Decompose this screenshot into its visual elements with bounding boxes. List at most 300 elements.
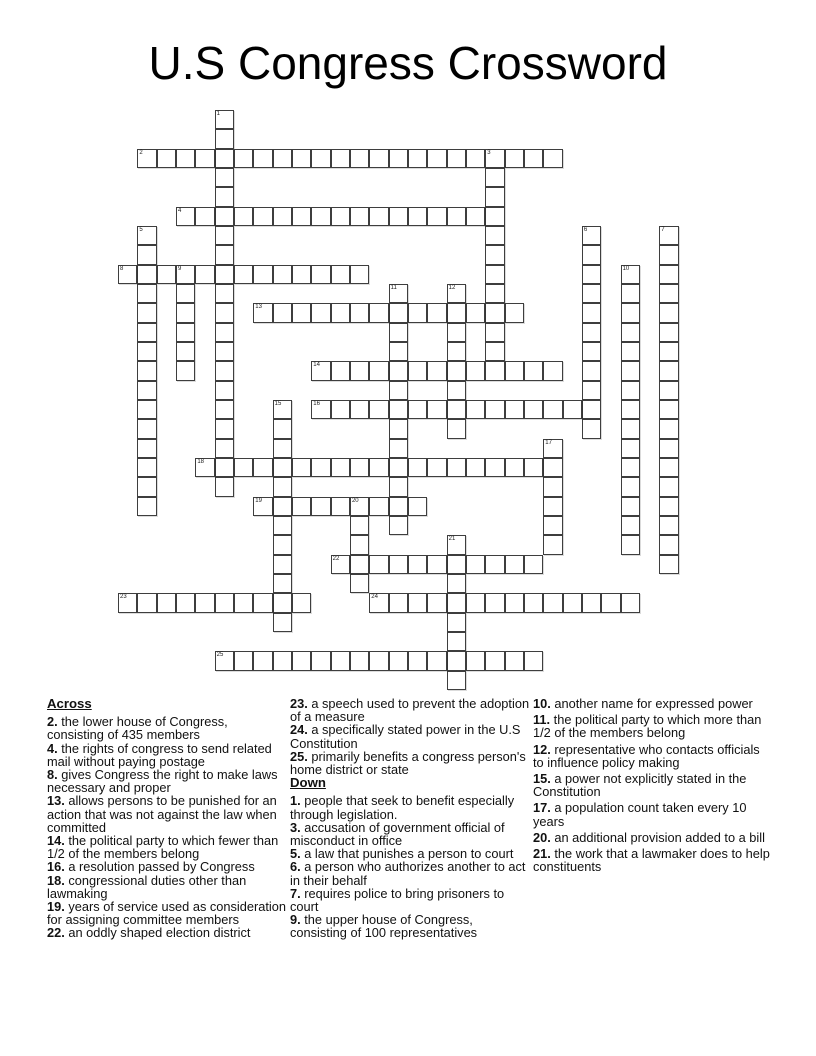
clue-number: 9. xyxy=(290,912,301,928)
grid-cell xyxy=(273,651,292,670)
clue-item-5: 5. a law that punishes a person to court xyxy=(290,846,514,862)
grid-cell xyxy=(601,593,620,612)
grid-cell xyxy=(215,187,234,206)
grid-cell xyxy=(215,129,234,148)
grid-cell xyxy=(389,458,408,477)
grid-cell xyxy=(408,400,427,419)
grid-cell xyxy=(447,613,466,632)
grid-cell xyxy=(176,284,195,303)
grid-cell xyxy=(485,226,504,245)
grid-cell xyxy=(447,381,466,400)
grid-cell xyxy=(137,361,156,380)
clue-number: 20. xyxy=(533,829,551,845)
grid-cell xyxy=(524,400,543,419)
grid-cell xyxy=(582,419,601,438)
grid-cell xyxy=(273,265,292,284)
grid-cell xyxy=(215,323,234,342)
grid-cell xyxy=(408,593,427,612)
grid-cell xyxy=(447,419,466,438)
grid-cell xyxy=(234,265,253,284)
grid-cell xyxy=(485,245,504,264)
clue-item-7: 7. requires police to bring prisoners to court xyxy=(290,885,505,915)
clue-number: 16. xyxy=(47,859,65,875)
grid-cell xyxy=(447,671,466,690)
grid-cell xyxy=(118,265,137,284)
grid-cell xyxy=(369,400,388,419)
grid-cell xyxy=(176,323,195,342)
grid-cell xyxy=(621,458,640,477)
grid-cell xyxy=(137,226,156,245)
grid-cell xyxy=(524,149,543,168)
grid-cell xyxy=(582,400,601,419)
cell-number: 15 xyxy=(274,400,282,407)
grid-cell xyxy=(505,303,524,322)
grid-cell xyxy=(253,207,272,226)
grid-cell xyxy=(659,342,678,361)
grid-cell xyxy=(137,265,156,284)
clue-number: 21. xyxy=(533,846,551,862)
grid-cell xyxy=(350,535,369,554)
grid-cell xyxy=(447,207,466,226)
grid-cell xyxy=(331,303,350,322)
grid-cell xyxy=(621,593,640,612)
grid-cell xyxy=(273,303,292,322)
grid-cell xyxy=(621,342,640,361)
grid-cell xyxy=(408,497,427,516)
grid-cell xyxy=(292,207,311,226)
grid-cell xyxy=(659,477,678,496)
clue-number: 22. xyxy=(47,925,65,941)
grid-cell xyxy=(543,400,562,419)
cell-number: 18 xyxy=(197,458,204,465)
grid-cell xyxy=(195,207,214,226)
grid-cell xyxy=(157,265,176,284)
grid-cell xyxy=(389,439,408,458)
grid-cell xyxy=(176,265,195,284)
grid-cell xyxy=(350,458,369,477)
grid-cell xyxy=(524,555,543,574)
clue-number: 14. xyxy=(47,833,65,849)
grid-cell xyxy=(582,226,601,245)
grid-cell xyxy=(311,149,330,168)
cell-number: 6 xyxy=(583,226,588,233)
grid-cell xyxy=(253,265,272,284)
grid-cell xyxy=(234,458,253,477)
grid-cell xyxy=(137,323,156,342)
clue-item-17: 17. a population count taken every 10 years xyxy=(533,800,747,829)
grid-cell xyxy=(447,574,466,593)
cell-number: 3 xyxy=(487,149,491,156)
grid-cell xyxy=(621,284,640,303)
grid-cell xyxy=(524,361,543,380)
grid-cell xyxy=(350,149,369,168)
grid-cell xyxy=(331,651,350,670)
grid-cell xyxy=(447,535,466,554)
grid-cell xyxy=(215,593,234,612)
grid-cell xyxy=(466,400,485,419)
grid-cell xyxy=(273,207,292,226)
grid-cell xyxy=(369,497,388,516)
grid-cell xyxy=(311,303,330,322)
cell-number: 24 xyxy=(371,594,378,601)
grid-cell xyxy=(408,361,427,380)
clue-item-19: 19. years of service used as consideration for assigning committee members xyxy=(47,899,287,928)
grid-cell xyxy=(563,400,582,419)
cell-number: 21 xyxy=(448,536,456,543)
grid-cell xyxy=(389,400,408,419)
clue-item-15: 15. a power not explicitly stated in the Constitution xyxy=(533,771,747,800)
grid-cell xyxy=(524,593,543,612)
grid-cell xyxy=(485,265,504,284)
grid-cell xyxy=(659,284,678,303)
grid-cell xyxy=(331,400,350,419)
grid-cell xyxy=(524,651,543,670)
grid-cell xyxy=(427,651,446,670)
grid-cell xyxy=(215,284,234,303)
grid-cell xyxy=(485,593,504,612)
clues-down-heading: Down xyxy=(290,775,326,791)
clue-number: 11. xyxy=(533,712,551,728)
grid-cell xyxy=(582,265,601,284)
grid-cell xyxy=(215,149,234,168)
grid-cell xyxy=(485,207,504,226)
grid-cell xyxy=(369,361,388,380)
grid-cell xyxy=(485,323,504,342)
grid-cell xyxy=(350,361,369,380)
clue-item-22: 22. an oddly shaped election district xyxy=(47,925,251,941)
grid-cell xyxy=(659,419,678,438)
grid-cell xyxy=(621,400,640,419)
grid-cell xyxy=(137,497,156,516)
grid-cell xyxy=(389,207,408,226)
grid-cell xyxy=(659,323,678,342)
grid-cell xyxy=(389,361,408,380)
grid-cell xyxy=(292,593,311,612)
grid-cell xyxy=(485,458,504,477)
clue-number: 10. xyxy=(533,696,551,711)
grid-cell xyxy=(389,497,408,516)
grid-cell xyxy=(485,555,504,574)
grid-cell xyxy=(505,361,524,380)
grid-cell xyxy=(195,458,214,477)
grid-cell xyxy=(273,613,292,632)
grid-cell xyxy=(350,265,369,284)
grid-cell xyxy=(176,361,195,380)
grid-cell xyxy=(466,651,485,670)
grid-cell xyxy=(659,458,678,477)
grid-cell xyxy=(331,458,350,477)
grid-cell xyxy=(447,149,466,168)
grid-cell xyxy=(659,516,678,535)
grid-cell xyxy=(505,400,524,419)
grid-cell xyxy=(447,303,466,322)
grid-cell xyxy=(485,342,504,361)
grid-cell xyxy=(137,419,156,438)
grid-cell xyxy=(621,361,640,380)
clue-item-13: 13. allows persons to be punished for an action that was not against the law when committed xyxy=(47,793,277,835)
grid-cell xyxy=(389,419,408,438)
grid-cell xyxy=(563,593,582,612)
grid-cell xyxy=(273,400,292,419)
cell-number: 19 xyxy=(255,497,262,504)
grid-cell xyxy=(389,651,408,670)
grid-cell xyxy=(176,342,195,361)
grid-cell xyxy=(582,342,601,361)
grid-cell xyxy=(253,149,272,168)
cell-number: 8 xyxy=(120,265,124,272)
grid-cell xyxy=(389,516,408,535)
grid-cell xyxy=(447,400,466,419)
grid-cell xyxy=(408,303,427,322)
grid-cell xyxy=(427,149,446,168)
clue-number: 13. xyxy=(47,793,65,809)
grid-cell xyxy=(389,477,408,496)
clue-number: 12. xyxy=(533,741,551,757)
grid-cell xyxy=(369,303,388,322)
grid-cell xyxy=(137,593,156,612)
grid-cell xyxy=(292,303,311,322)
grid-cell xyxy=(176,207,195,226)
clue-number: 1. xyxy=(290,793,301,809)
cell-number: 17 xyxy=(545,439,552,446)
grid-cell xyxy=(137,400,156,419)
clue-number: 23. xyxy=(290,696,308,711)
clue-number: 5. xyxy=(290,846,301,862)
cell-number: 13 xyxy=(255,304,262,311)
grid-cell xyxy=(215,245,234,264)
grid-cell xyxy=(369,593,388,612)
grid-cell xyxy=(505,555,524,574)
grid-cell xyxy=(273,458,292,477)
grid-cell xyxy=(447,361,466,380)
clue-column-3 xyxy=(533,697,773,876)
grid-cell xyxy=(215,342,234,361)
grid-cell xyxy=(137,439,156,458)
grid-cell xyxy=(311,361,330,380)
grid-cell xyxy=(331,265,350,284)
grid-cell xyxy=(331,149,350,168)
grid-cell xyxy=(369,458,388,477)
cell-number: 12 xyxy=(448,284,456,291)
grid-cell xyxy=(505,651,524,670)
grid-cell xyxy=(234,207,253,226)
grid-cell xyxy=(137,303,156,322)
grid-cell xyxy=(350,400,369,419)
grid-cell xyxy=(505,593,524,612)
grid-cell xyxy=(543,497,562,516)
grid-cell xyxy=(389,303,408,322)
clue-item-4: 4. the rights of congress to send related mail without paying postage xyxy=(47,740,272,769)
grid-cell xyxy=(253,651,272,670)
grid-cell xyxy=(389,593,408,612)
grid-cell xyxy=(137,477,156,496)
grid-cell xyxy=(582,284,601,303)
grid-cell xyxy=(659,361,678,380)
grid-cell xyxy=(659,555,678,574)
grid-cell xyxy=(447,555,466,574)
clue-item-10: 10. another name for expressed power xyxy=(533,696,753,711)
grid-cell xyxy=(350,574,369,593)
cell-number: 25 xyxy=(216,652,224,659)
grid-cell xyxy=(215,439,234,458)
grid-cell xyxy=(447,323,466,342)
grid-cell xyxy=(408,207,427,226)
grid-cell xyxy=(118,593,137,612)
grid-cell xyxy=(621,516,640,535)
grid-cell xyxy=(621,265,640,284)
clue-item-9: 9. the upper house of Congress, consisting of 100 representatives xyxy=(290,912,478,941)
grid-cell xyxy=(543,516,562,535)
grid-cell xyxy=(273,497,292,516)
grid-cell xyxy=(273,555,292,574)
cell-number: 7 xyxy=(661,226,665,233)
grid-cell xyxy=(350,555,369,574)
grid-cell xyxy=(466,207,485,226)
clue-item-1: 1. people that seek to benefit especially through legislation. xyxy=(290,793,515,822)
grid-cell xyxy=(427,593,446,612)
cell-number: 23 xyxy=(120,594,127,601)
grid-cell xyxy=(621,439,640,458)
grid-cell xyxy=(273,593,292,612)
grid-cell xyxy=(215,651,234,670)
grid-cell xyxy=(195,265,214,284)
grid-cell xyxy=(215,419,234,438)
grid-cell xyxy=(350,497,369,516)
grid-cell xyxy=(505,149,524,168)
grid-cell xyxy=(331,497,350,516)
grid-cell xyxy=(408,149,427,168)
grid-cell xyxy=(137,458,156,477)
grid-cell xyxy=(311,207,330,226)
grid-cell xyxy=(234,651,253,670)
grid-cell xyxy=(157,593,176,612)
page-title: U.S Congress Crossword xyxy=(148,37,668,89)
cell-number: 5 xyxy=(139,226,143,233)
grid-cell xyxy=(543,535,562,554)
cell-number: 16 xyxy=(313,400,320,407)
grid-cell xyxy=(389,381,408,400)
grid-cell xyxy=(137,342,156,361)
clue-item-20: 20. an additional provision added to a bill xyxy=(533,829,765,845)
grid-cell xyxy=(582,593,601,612)
clue-item-12: 12. representative who contacts officials to influence policy making xyxy=(533,741,760,770)
grid-cell xyxy=(350,651,369,670)
grid-cell xyxy=(485,168,504,187)
grid-cell xyxy=(215,168,234,187)
grid-cell xyxy=(311,651,330,670)
grid-cell xyxy=(485,187,504,206)
cell-number: 1 xyxy=(216,111,220,117)
grid-cell xyxy=(466,303,485,322)
clue-item-21: 21. the work that a lawmaker does to help constituents xyxy=(533,846,770,875)
clue-item-25: 25. primarily benefits a congress person's home district or state xyxy=(290,748,526,778)
grid-cell xyxy=(215,361,234,380)
clue-number: 7. xyxy=(290,885,301,901)
grid-cell xyxy=(659,245,678,264)
grid-cell xyxy=(215,303,234,322)
grid-cell xyxy=(427,207,446,226)
grid-cell xyxy=(659,497,678,516)
clue-item-23: 23. a speech used to prevent the adoption of a measure xyxy=(290,696,530,725)
grid-cell xyxy=(621,303,640,322)
grid-cell xyxy=(176,593,195,612)
grid-cell xyxy=(215,477,234,496)
grid-cell xyxy=(369,651,388,670)
grid-cell xyxy=(447,651,466,670)
grid-cell xyxy=(447,632,466,651)
crossword-grid xyxy=(118,110,679,690)
grid-cell xyxy=(543,361,562,380)
grid-cell xyxy=(621,497,640,516)
grid-cell xyxy=(137,381,156,400)
grid-cell xyxy=(215,226,234,245)
grid-cell xyxy=(273,535,292,554)
clue-item-24: 24. a specifically stated power in the U.S Constitution xyxy=(290,722,521,751)
clue-number: 15. xyxy=(533,771,551,787)
clue-number: 24. xyxy=(290,722,308,738)
grid-cell xyxy=(311,497,330,516)
clue-number: 3. xyxy=(290,819,301,835)
clue-item-16: 16. a resolution passed by Congress xyxy=(47,859,255,875)
grid-cell xyxy=(408,555,427,574)
grid-cell xyxy=(311,265,330,284)
grid-cell xyxy=(369,555,388,574)
grid-cell xyxy=(659,381,678,400)
grid-cell xyxy=(659,400,678,419)
grid-cell xyxy=(176,149,195,168)
grid-cell xyxy=(215,207,234,226)
grid-cell xyxy=(466,361,485,380)
grid-cell xyxy=(273,439,292,458)
grid-cell xyxy=(447,458,466,477)
grid-cell xyxy=(273,419,292,438)
cell-number: 11 xyxy=(390,284,397,291)
clue-item-14: 14. the political party to which fewer than 1/2 of the members belong xyxy=(47,833,279,862)
clue-item-2: 2. the lower house of Congress, consisting of 435 members xyxy=(47,714,228,743)
grid-cell xyxy=(621,535,640,554)
grid-cell xyxy=(389,555,408,574)
grid-cell xyxy=(273,516,292,535)
grid-cell xyxy=(621,381,640,400)
grid-cell xyxy=(659,439,678,458)
cell-number: 20 xyxy=(351,497,359,504)
grid-cell xyxy=(253,593,272,612)
clue-number: 2. xyxy=(47,714,58,730)
grid-cell xyxy=(215,265,234,284)
clue-column-2 xyxy=(290,697,530,940)
cell-number: 9 xyxy=(177,265,182,272)
grid-cell xyxy=(350,303,369,322)
grid-cell xyxy=(466,458,485,477)
grid-cell xyxy=(447,593,466,612)
clue-item-18: 18. congressional duties other than lawmaking xyxy=(47,872,247,901)
clue-number: 4. xyxy=(47,740,58,756)
grid-cell xyxy=(292,265,311,284)
cell-number: 22 xyxy=(332,555,340,562)
grid-cell xyxy=(137,149,156,168)
grid-cell xyxy=(273,477,292,496)
grid-cell xyxy=(427,555,446,574)
grid-cell xyxy=(659,535,678,554)
cell-number: 2 xyxy=(139,149,143,156)
cell-number: 4 xyxy=(177,207,182,214)
grid-cell xyxy=(582,381,601,400)
grid-cell xyxy=(427,303,446,322)
clue-item-6: 6. a person who authorizes another to act in their behalf xyxy=(290,859,526,888)
grid-cell xyxy=(253,303,272,322)
clue-number: 6. xyxy=(290,859,301,875)
grid-cell xyxy=(369,207,388,226)
